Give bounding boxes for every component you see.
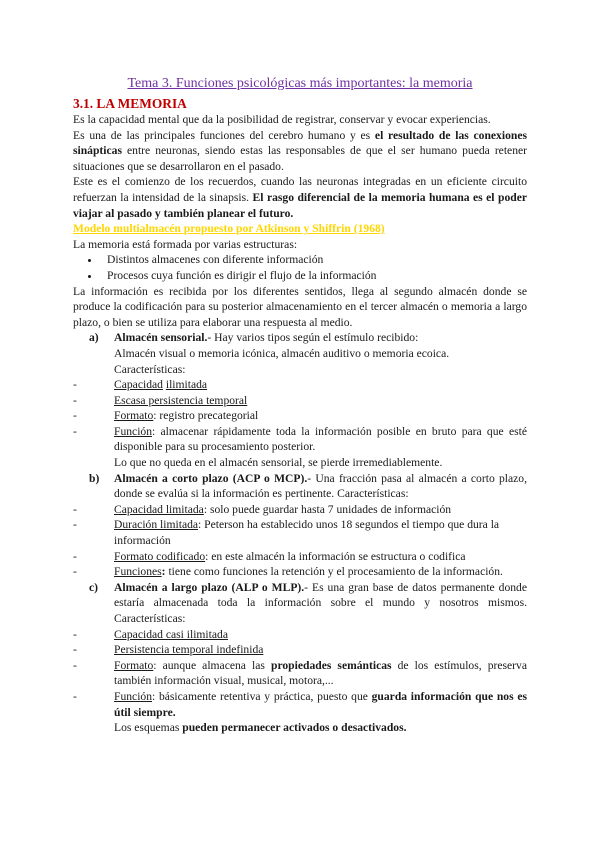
short-term-store-section: b) Almacén a corto plazo (ACP o MCP).- Una fracción pasa al almacén a corto plazo, donde se evalúa si la información es pertinente. Características: [89, 471, 527, 501]
list-item: • Distintos almacenes con diferente información [101, 252, 527, 268]
sensory-note: Lo que no queda en el almacén sensorial, se pierde irremediablemente. [114, 456, 443, 470]
dash-item: - Capacidad limitada: solo puede guardar hasta 7 unidades de información [73, 502, 452, 516]
sensory-store-name: Almacén sensorial. [114, 331, 208, 345]
section-label: c) [89, 580, 99, 594]
long-term-store-section: c) Almacén a largo plazo (ALP o MLP).- Es una gran base de datos permanente donde estaría almacenada toda la información sobre el mundo y nosotros mismos. Características: [89, 580, 527, 625]
intro-paragraph-1: Es la capacidad mental que da la posibilidad de registrar, conservar y evocar experiencias. [73, 113, 491, 126]
list-item: • Procesos cuya función es dirigir el flujo de la información [101, 268, 527, 284]
section-heading: 3.1. LA MEMORIA [73, 96, 187, 111]
dash-item: - Función: básicamente retentiva y práctica, puesto que guarda información que nos es útil siempre. [73, 689, 527, 719]
intro-paragraph-3: Este es el comienzo de los recuerdos, cuando las neuronas integradas en un eficiente circuito refuerzan la intensidad de la sinapsis. El rasgo diferencial de la memoria humana es el poder viajar al pasado y también planear el futuro. [73, 175, 527, 220]
dash-item: - Capacidad ilimitada [73, 378, 208, 392]
document-body [73, 75, 527, 736]
dash-item: - Formato: registro precategorial [73, 409, 259, 423]
structures-intro: La memoria está formada por varias estructuras: [73, 237, 298, 251]
flow-paragraph: La información es recibida por los diferentes sentidos, llega al segundo almacén donde se produce la codificación para su posterior almacenamiento en el tercer almacén o memoria a largo plazo, o bien se utiliza para elaborar una respuesta al medio. [73, 284, 527, 329]
section-label: b) [89, 471, 100, 485]
structures-list [73, 252, 527, 283]
dash-item: - Escasa persistencia temporal [73, 393, 248, 407]
dash-item: - Funciones: tiene como funciones la retención y el procesamiento de la información. [73, 565, 503, 579]
synaptic-emphasis: el resultado de las conexiones sinápticas [73, 128, 527, 158]
dash-item: - Capacidad casi ilimitada [73, 627, 228, 641]
dash-item: - Persistencia temporal indefinida [73, 643, 264, 657]
sensory-subtypes: Almacén visual o memoria icónica, almacén auditivo o memoria ecoica. [114, 346, 450, 360]
dash-item: - Función: almacenar rápidamente toda la información posible en bruto para que esté disponible para su procesamiento posterior. [73, 424, 527, 454]
long-term-note: Los esquemas pueden permanecer activados o desactivados. [114, 721, 407, 735]
dash-item: - Formato codificado: en este almacén la información se estructura o codifica [73, 549, 466, 563]
model-heading: Modelo multialmacén propuesto por Atkinson y Shiffrin (1968) [73, 222, 385, 236]
sensory-characteristics-label: Características: [114, 362, 186, 376]
dash-item: - Duración limitada: Peterson ha establecido unos 18 segundos el tiempo que dura la información [73, 518, 500, 548]
long-term-store-name: Almacén a largo plazo (ALP o MLP). [114, 580, 305, 594]
short-term-store-name: Almacén a corto plazo (ACP o MCP). [114, 471, 308, 485]
section-label: a) [89, 331, 99, 345]
page-title: Tema 3. Funciones psicológicas más importantes: la memoria [127, 76, 473, 91]
intro-paragraph-2: Es una de las principales funciones del cerebro humano y es el resultado de las conexiones sinápticas entre neuronas, siendo estas las responsables de que el ser humano pueda retener situaciones que se desarrollaron en el pasado. [73, 128, 527, 173]
dash-item: - Formato: aunque almacena las propiedades semánticas de los estímulos, preserva también información visual, musical, motora,... [73, 658, 527, 688]
sensory-store-section: a) Almacén sensorial.- Hay varios tipos según el estímulo recibido: [89, 331, 419, 345]
memory-trait-emphasis: El rasgo diferencial de la memoria humana es el poder viajar al pasado y también planear el futuro. [73, 190, 527, 220]
